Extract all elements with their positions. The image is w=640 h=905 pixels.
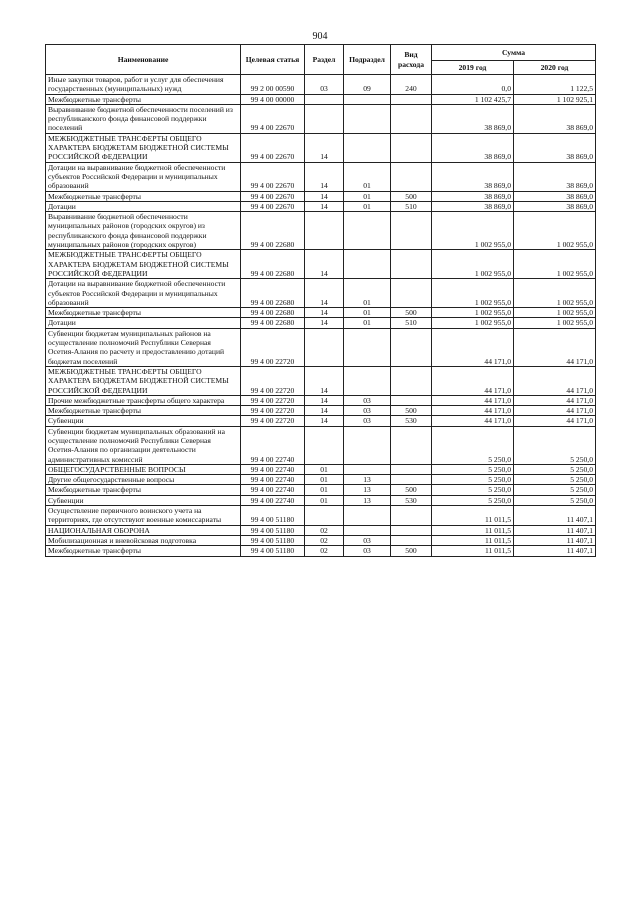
row-amount-2020: 38 869,0 [514,201,596,211]
row-expense-type [391,250,432,279]
row-amount-2020: 1 002 955,0 [514,250,596,279]
row-subsection [344,426,391,464]
page-number: 904 [312,31,328,42]
row-section: 14 [305,416,344,426]
row-name: Межбюджетные трансферты [46,308,241,318]
row-name: Межбюджетные трансферты [46,191,241,201]
row-name: Выравнивание бюджетной обеспеченности муниципальных районов (городских округов) из республиканского фонда финансовой поддержки муниципальных районов (городских округов) [46,212,241,250]
row-amount-2019: 11 011,5 [432,535,514,545]
row-subsection [344,104,391,133]
row-amount-2020: 1 002 955,0 [514,308,596,318]
row-name: Субвенции бюджетам муниципальных районов на осуществление полномочий Республики Северная Осетия-Алания по расчету и предоставлению дотаций бюджетам поселений [46,328,241,366]
row-amount-2020: 44 171,0 [514,328,596,366]
row-target-code: 99 4 00 22740 [241,464,305,474]
row-amount-2019: 5 250,0 [432,464,514,474]
table-row [46,525,596,535]
row-name: МЕЖБЮДЖЕТНЫЕ ТРАНСФЕРТЫ ОБЩЕГО ХАРАКТЕРА БЮДЖЕТАМ БЮДЖЕТНОЙ СИСТЕМЫ РОССИЙСКОЙ ФЕДЕРАЦИИ [46,250,241,279]
row-name: Другие общегосударственные вопросы [46,475,241,485]
row-amount-2019: 38 869,0 [432,162,514,191]
row-target-code: 99 4 00 22720 [241,395,305,405]
table-row [46,535,596,545]
row-subsection: 01 [344,318,391,328]
row-subsection: 01 [344,279,391,308]
row-name: Субвенции [46,495,241,505]
row-target-code: 99 4 00 00000 [241,94,305,104]
row-expense-type: 240 [391,75,432,95]
row-target-code: 99 4 00 22720 [241,406,305,416]
row-subsection [344,94,391,104]
table-row [46,485,596,495]
budget-table [45,44,596,557]
row-amount-2020: 1 002 955,0 [514,212,596,250]
row-expense-type: 500 [391,308,432,318]
row-amount-2019: 5 250,0 [432,485,514,495]
row-subsection [344,366,391,395]
row-target-code: 99 2 00 00590 [241,75,305,95]
row-target-code: 99 4 00 22680 [241,279,305,308]
row-section: 02 [305,546,344,556]
row-expense-type [391,133,432,162]
row-name: Осуществление первичного воинского учета на территориях, где отсутствуют военные комиссариаты [46,506,241,526]
row-amount-2019: 1 002 955,0 [432,308,514,318]
row-amount-2020: 1 102 925,1 [514,94,596,104]
row-amount-2020: 1 002 955,0 [514,318,596,328]
row-subsection [344,464,391,474]
row-expense-type [391,212,432,250]
table-row [46,328,596,366]
row-section: 02 [305,525,344,535]
row-amount-2019: 38 869,0 [432,191,514,201]
row-amount-2020: 5 250,0 [514,475,596,485]
header-year-2019: 2019 год [432,61,514,75]
header-section: Раздел [305,45,344,75]
table-row [46,250,596,279]
row-amount-2020: 5 250,0 [514,485,596,495]
row-name: Дотации [46,318,241,328]
row-expense-type [391,475,432,485]
row-section: 14 [305,279,344,308]
row-amount-2019: 11 011,5 [432,546,514,556]
row-section [305,212,344,250]
row-name: Межбюджетные трансферты [46,94,241,104]
row-amount-2020: 1 002 955,0 [514,279,596,308]
table-row [46,366,596,395]
row-amount-2020: 38 869,0 [514,162,596,191]
row-name: Межбюджетные трансферты [46,485,241,495]
row-target-code: 99 4 00 22680 [241,318,305,328]
row-section: 03 [305,75,344,95]
row-name: Межбюджетные трансферты [46,406,241,416]
row-amount-2020: 44 171,0 [514,366,596,395]
row-amount-2020: 5 250,0 [514,464,596,474]
row-amount-2019: 44 171,0 [432,416,514,426]
row-target-code: 99 4 00 22680 [241,212,305,250]
row-amount-2020: 11 407,1 [514,525,596,535]
row-target-code: 99 4 00 51180 [241,525,305,535]
row-expense-type [391,464,432,474]
row-expense-type: 530 [391,495,432,505]
row-expense-type [391,506,432,526]
row-subsection: 09 [344,75,391,95]
table-row [46,191,596,201]
row-subsection [344,212,391,250]
header-subsection: Подраздел [344,45,391,75]
row-section: 14 [305,133,344,162]
row-target-code: 99 4 00 22740 [241,485,305,495]
row-expense-type [391,279,432,308]
row-subsection: 03 [344,416,391,426]
row-expense-type [391,525,432,535]
row-amount-2020: 44 171,0 [514,395,596,405]
row-subsection: 13 [344,495,391,505]
table-body [46,75,596,557]
row-target-code: 99 4 00 22670 [241,162,305,191]
row-amount-2019: 38 869,0 [432,133,514,162]
row-target-code: 99 4 00 22720 [241,416,305,426]
row-amount-2020: 5 250,0 [514,495,596,505]
row-expense-type [391,395,432,405]
row-target-code: 99 4 00 22670 [241,133,305,162]
row-subsection: 03 [344,395,391,405]
row-amount-2019: 1 102 425,7 [432,94,514,104]
row-amount-2019: 1 002 955,0 [432,318,514,328]
row-section: 02 [305,535,344,545]
table-row [46,395,596,405]
row-amount-2019: 1 002 955,0 [432,212,514,250]
row-amount-2019: 5 250,0 [432,475,514,485]
row-amount-2019: 1 002 955,0 [432,279,514,308]
row-amount-2020: 11 407,1 [514,546,596,556]
row-amount-2019: 44 171,0 [432,328,514,366]
row-amount-2019: 5 250,0 [432,495,514,505]
table-row [46,201,596,211]
table-row [46,406,596,416]
row-section: 14 [305,308,344,318]
row-expense-type [391,104,432,133]
row-subsection [344,250,391,279]
table-row [46,475,596,485]
row-amount-2020: 1 122,5 [514,75,596,95]
table-row [46,94,596,104]
row-target-code: 99 4 00 22670 [241,191,305,201]
row-target-code: 99 4 00 22680 [241,250,305,279]
row-name: НАЦИОНАЛЬНАЯ ОБОРОНА [46,525,241,535]
row-amount-2019: 44 171,0 [432,406,514,416]
table-row [46,308,596,318]
row-name: Дотации на выравнивание бюджетной обеспеченности субъектов Российской Федерации и муниципальных образований [46,279,241,308]
row-expense-type [391,328,432,366]
table-row [46,546,596,556]
row-target-code: 99 4 00 51180 [241,546,305,556]
row-target-code: 99 4 00 22740 [241,475,305,485]
row-section: 01 [305,464,344,474]
row-subsection [344,506,391,526]
row-section [305,426,344,464]
row-section [305,328,344,366]
row-section [305,94,344,104]
row-section: 01 [305,485,344,495]
table-row [46,506,596,526]
table-row [46,133,596,162]
row-name: Выравнивание бюджетной обеспеченности поселений из республиканского фонда финансовой поддержки поселений [46,104,241,133]
row-expense-type: 510 [391,201,432,211]
row-subsection: 03 [344,546,391,556]
header-name: Наименование [46,45,241,75]
row-expense-type: 500 [391,546,432,556]
row-amount-2020: 38 869,0 [514,191,596,201]
row-target-code: 99 4 00 22670 [241,201,305,211]
row-amount-2020: 44 171,0 [514,406,596,416]
row-name: Мобилизационная и вневойсковая подготовка [46,535,241,545]
table-row [46,212,596,250]
row-expense-type [391,366,432,395]
row-amount-2020: 38 869,0 [514,104,596,133]
row-target-code: 99 4 00 51180 [241,535,305,545]
row-expense-type [391,94,432,104]
row-name: Иные закупки товаров, работ и услуг для обеспечения государственных (муниципальных) нужд [46,75,241,95]
row-amount-2019: 5 250,0 [432,426,514,464]
table-row [46,75,596,95]
header-year-2020: 2020 год [514,61,596,75]
row-section: 14 [305,366,344,395]
row-subsection [344,133,391,162]
row-name: Субвенции бюджетам муниципальных образований на осуществление полномочий Республики Северная Осетия-Алания по организации деятельности административных комиссий [46,426,241,464]
row-section: 14 [305,201,344,211]
row-amount-2020: 44 171,0 [514,416,596,426]
row-subsection: 13 [344,475,391,485]
row-target-code: 99 4 00 22670 [241,104,305,133]
row-amount-2019: 38 869,0 [432,104,514,133]
row-section [305,104,344,133]
row-target-code: 99 4 00 22680 [241,308,305,318]
row-target-code: 99 4 00 51180 [241,506,305,526]
row-subsection: 01 [344,308,391,318]
row-subsection: 01 [344,201,391,211]
row-name: Межбюджетные трансферты [46,546,241,556]
row-expense-type [391,426,432,464]
table-row [46,464,596,474]
row-amount-2019: 11 011,5 [432,506,514,526]
row-target-code: 99 4 00 22720 [241,328,305,366]
row-subsection: 03 [344,406,391,416]
row-name: Дотации на выравнивание бюджетной обеспеченности субъектов Российской Федерации и муниципальных образований [46,162,241,191]
row-section: 14 [305,162,344,191]
header-target: Целевая статья [241,45,305,75]
row-subsection [344,328,391,366]
row-section: 01 [305,475,344,485]
row-name: Дотации [46,201,241,211]
row-amount-2019: 44 171,0 [432,366,514,395]
row-name: Субвенции [46,416,241,426]
row-section [305,506,344,526]
row-amount-2019: 11 011,5 [432,525,514,535]
row-subsection: 03 [344,535,391,545]
header-expense-type: Вид расхода [391,45,432,75]
table-row [46,104,596,133]
row-expense-type: 500 [391,406,432,416]
table-row [46,279,596,308]
row-target-code: 99 4 00 22720 [241,366,305,395]
row-section: 14 [305,318,344,328]
row-amount-2019: 1 002 955,0 [432,250,514,279]
row-name: ОБЩЕГОСУДАРСТВЕННЫЕ ВОПРОСЫ [46,464,241,474]
row-subsection: 13 [344,485,391,495]
row-expense-type: 500 [391,485,432,495]
table-row [46,426,596,464]
row-name: МЕЖБЮДЖЕТНЫЕ ТРАНСФЕРТЫ ОБЩЕГО ХАРАКТЕРА БЮДЖЕТАМ БЮДЖЕТНОЙ СИСТЕМЫ РОССИЙСКОЙ ФЕДЕРАЦИИ [46,366,241,395]
table-row [46,318,596,328]
row-section: 14 [305,395,344,405]
row-expense-type [391,535,432,545]
row-subsection: 01 [344,191,391,201]
row-expense-type [391,162,432,191]
row-expense-type: 510 [391,318,432,328]
table-row [46,495,596,505]
row-subsection [344,525,391,535]
row-amount-2020: 11 407,1 [514,535,596,545]
row-amount-2019: 38 869,0 [432,201,514,211]
row-target-code: 99 4 00 22740 [241,426,305,464]
row-amount-2020: 38 869,0 [514,133,596,162]
row-expense-type: 530 [391,416,432,426]
row-section: 14 [305,191,344,201]
row-name: Прочие межбюджетные трансферты общего характера [46,395,241,405]
row-amount-2020: 5 250,0 [514,426,596,464]
row-name: МЕЖБЮДЖЕТНЫЕ ТРАНСФЕРТЫ ОБЩЕГО ХАРАКТЕРА БЮДЖЕТАМ БЮДЖЕТНОЙ СИСТЕМЫ РОССИЙСКОЙ ФЕДЕРАЦИИ [46,133,241,162]
row-section: 14 [305,250,344,279]
table-row [46,162,596,191]
table-row [46,416,596,426]
row-section: 14 [305,406,344,416]
row-amount-2019: 44 171,0 [432,395,514,405]
row-target-code: 99 4 00 22740 [241,495,305,505]
header-amount: Сумма [432,45,596,61]
row-subsection: 01 [344,162,391,191]
row-expense-type: 500 [391,191,432,201]
row-section: 01 [305,495,344,505]
row-amount-2019: 0,0 [432,75,514,95]
row-amount-2020: 11 407,1 [514,506,596,526]
